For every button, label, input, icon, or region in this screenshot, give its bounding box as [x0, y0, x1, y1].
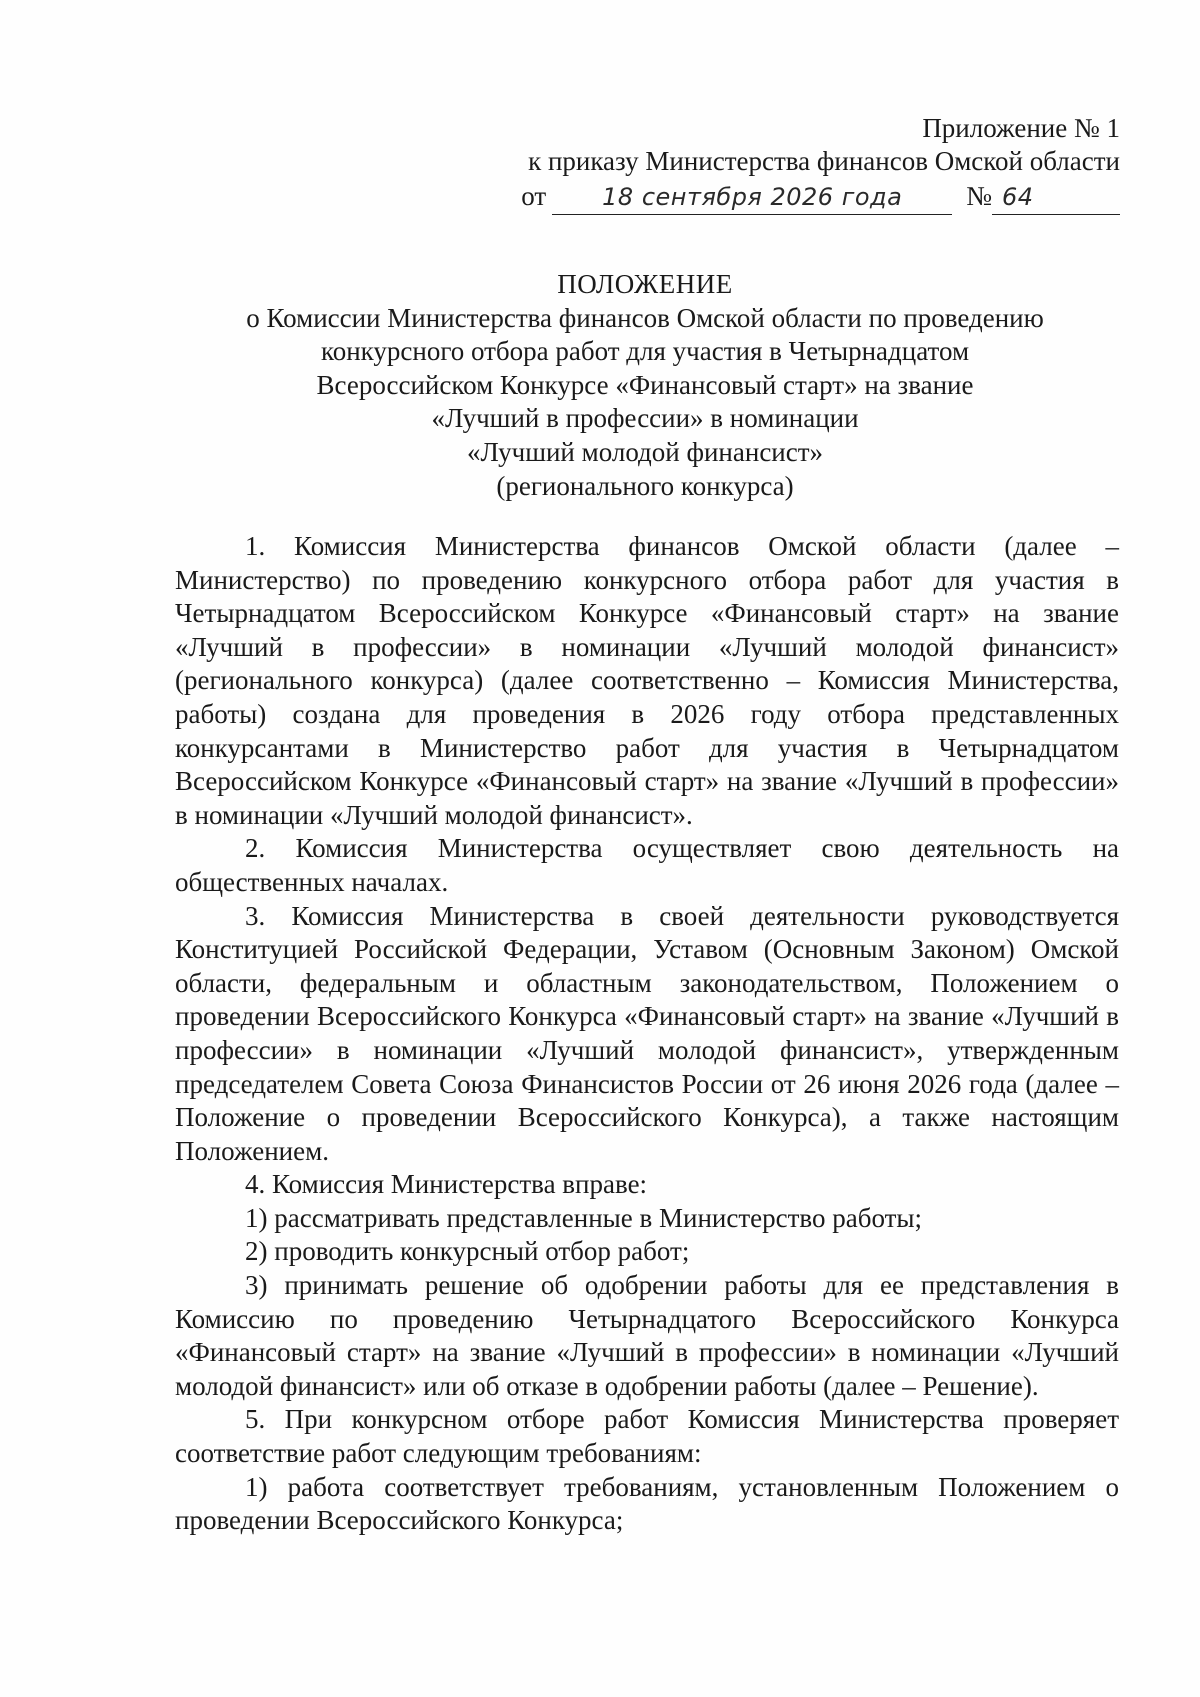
date-blank: [552, 180, 952, 215]
title-line: конкурсного отбора работ для участия в Четырнадцатом: [320, 336, 970, 367]
paragraph-5-item-1: 1) работа соответствует требованиям, установленным Положением о проведении Всероссийского Конкурса;: [175, 1471, 1119, 1536]
number-blank: [992, 180, 1120, 215]
title-line: о Комиссии Министерства финансов Омской области по проведению: [246, 302, 1044, 333]
paragraph-4-item-3: 3) принимать решение об одобрении работы для ее представления в Комиссию по проведению Четырнадцатого Всероссийского Конкурса «Финансовый старт» на звание «Лучший в профессии» в номинации «Лучший молодой финансист» или об отказе в одобрении работы (далее – Решение).: [175, 1270, 1119, 1401]
handwritten-date: 18 сентября 2026 года: [602, 183, 903, 211]
title-line: Всероссийском Конкурсе «Финансовый старт» на звание: [316, 369, 974, 400]
paragraph-1: 1. Комиссия Министерства финансов Омской области (далее – Министерство) по проведению конкурсного отбора работ для участия в Четырнадцатом Всероссийском Конкурсе «Финансовый старт» на звание «Лучший в профессии» в номинации «Лучший молодой финансист» (регионального конкурса) (далее соответственно – Комиссия Министерства, работы) создана для проведения в 2026 году отбора представленных конкурсантами в Министерство работ для участия в Четырнадцатом Всероссийском Конкурсе «Финансовый старт» на звание «Лучший в профессии» в номинации «Лучший молодой финансист».: [175, 531, 1119, 830]
paragraph-5: 5. При конкурсном отборе работ Комиссия Министерства проверяет соответствие работ следующим требованиям:: [175, 1404, 1119, 1469]
paragraph-3: 3. Комиссия Министерства в своей деятельности руководствуется Конституцией Российской Федерации, Уставом (Основным Законом) Омской области, федеральным и областным законодательством, Положением о проведении Всероссийского Конкурса «Финансовый старт» на звание «Лучший в профессии» в номинации «Лучший молодой финансист», утвержденным председателем Совета Союза Финансистов России от 26 июня 2026 года (далее – Положение о проведении Всероссийского Конкурса), а также настоящим Положением.: [175, 900, 1119, 1166]
paragraph-4: 4. Комиссия Министерства вправе:: [245, 1169, 648, 1200]
handwritten-number: 64: [1002, 183, 1034, 211]
document-body: [175, 530, 1119, 1538]
title-line: «Лучший в профессии» в номинации: [431, 403, 859, 434]
paragraph-2: 2. Комиссия Министерства осуществляет свою деятельность на общественных началах.: [175, 833, 1119, 897]
from-label: от: [521, 181, 547, 211]
appendix-number: Приложение № 1: [922, 113, 1120, 143]
order-reference: к приказу Министерства финансов Омской области: [528, 146, 1120, 176]
paragraph-4-item-2: 2) проводить конкурсный отбор работ;: [245, 1236, 690, 1267]
number-label: №: [966, 181, 992, 211]
title-line: «Лучший молодой финансист»: [466, 436, 824, 467]
order-date-line: [480, 180, 1120, 215]
title-heading: ПОЛОЖЕНИЕ: [557, 269, 733, 299]
paragraph-4-item-1: 1) рассматривать представленные в Министерство работы;: [245, 1202, 923, 1233]
document-title: [170, 268, 1120, 503]
appendix-header: [480, 112, 1120, 215]
title-line: (регионального конкурса): [496, 470, 794, 501]
